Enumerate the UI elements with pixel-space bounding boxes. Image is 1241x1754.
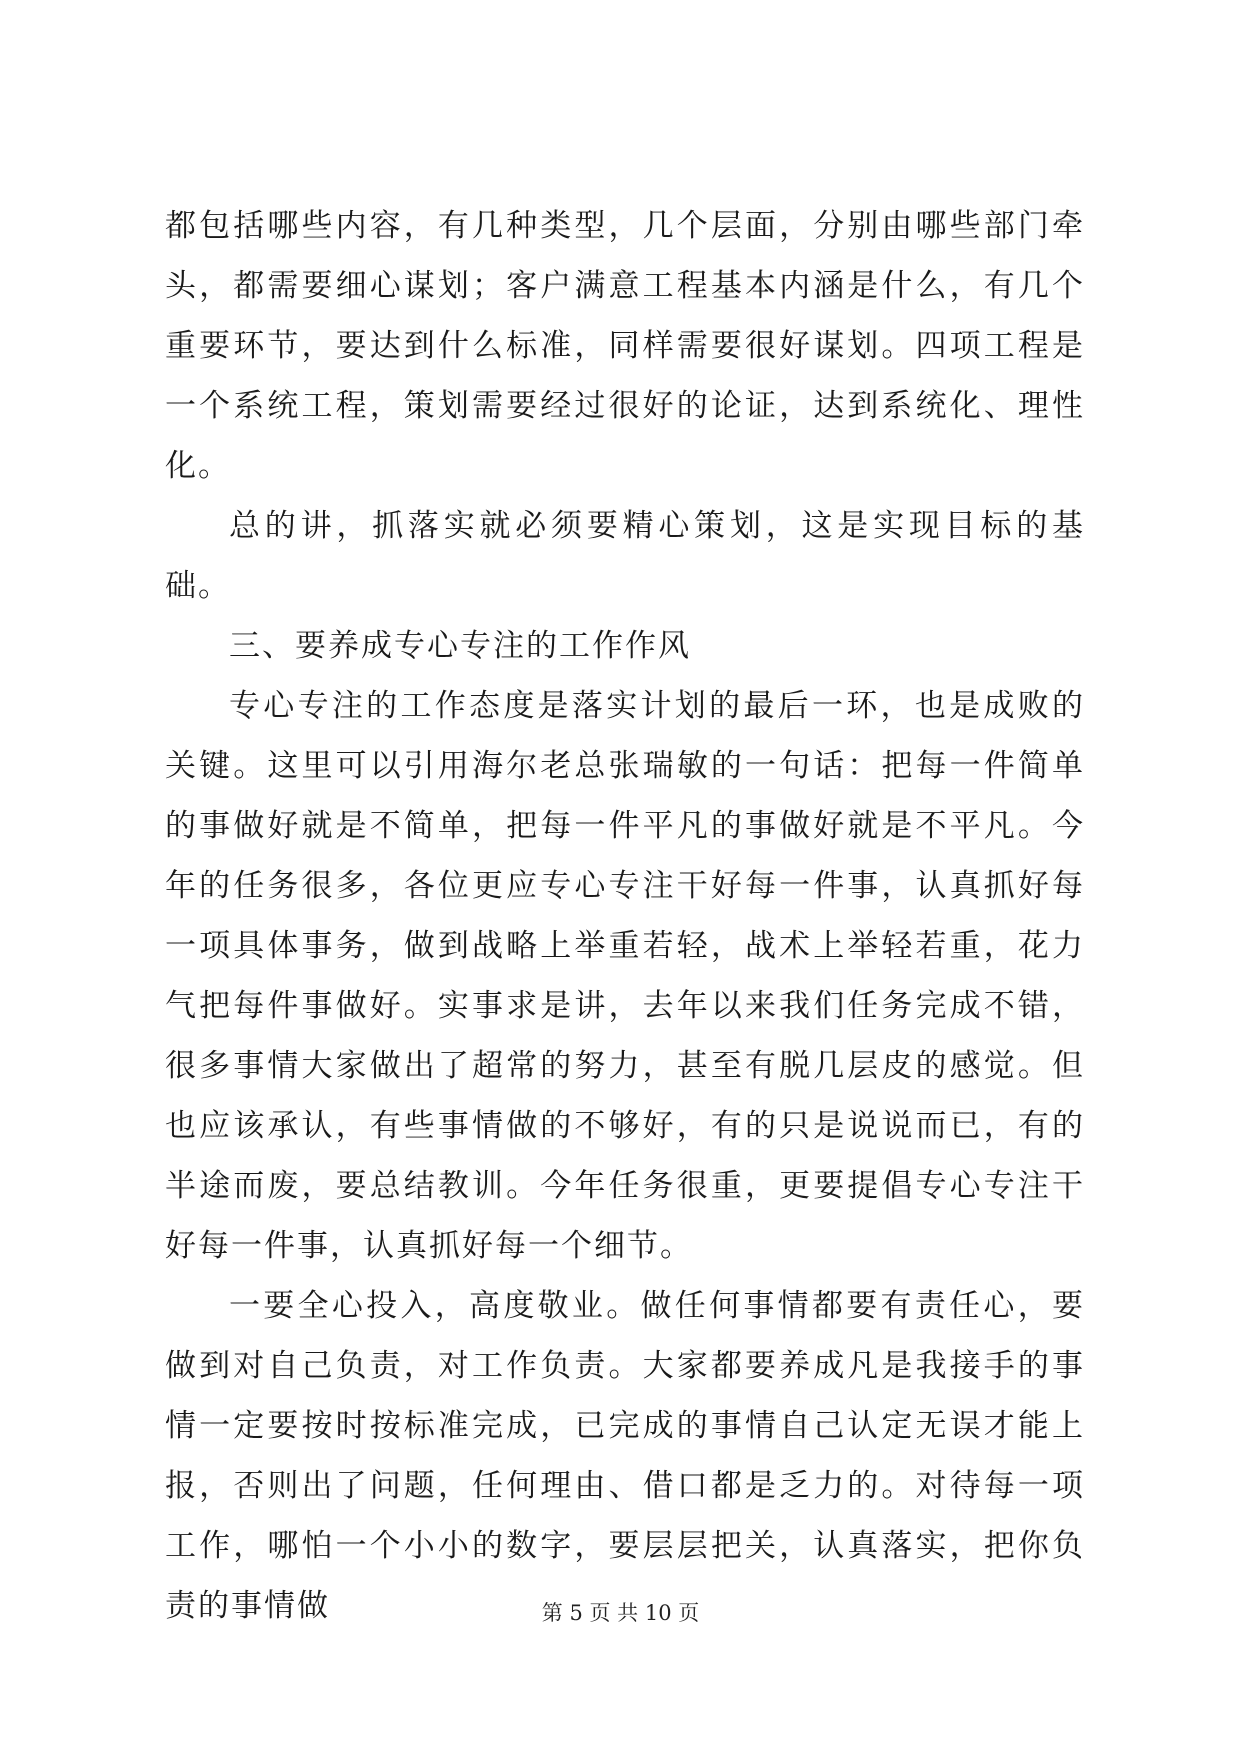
paragraph-4: 一要全心投入，高度敬业。做任何事情都要有责任心，要做到对自己负责，对工作负责。大家都要养成凡是我接手的事情一定要按时按标准完成，已完成的事情自己认定无误才能上报，否则出了问题，任何理由、借口都是乏力的。对待每一项工作，哪怕一个小小的数字，要层层把关，认真落实，把你负责的事情做	[165, 1288, 1085, 1624]
document-body	[165, 196, 1085, 1636]
paragraph-2: 总的讲，抓落实就必须要精心策划，这是实现目标的基础。	[165, 508, 1085, 604]
paragraph-3: 专心专注的工作态度是落实计划的最后一环，也是成败的关键。这里可以引用海尔老总张瑞敏的一句话：把每一件简单的事做好就是不简单，把每一件平凡的事做好就是不平凡。今年的任务很多，各位更应专心专注干好每一件事，认真抓好每一项具体事务，做到战略上举重若轻，战术上举轻若重，花力气把每件事做好。实事求是讲，去年以来我们任务完成不错，很多事情大家做出了超常的努力，甚至有脱几层皮的感觉。但也应该承认，有些事情做的不够好，有的只是说说而已，有的半途而废，要总结教训。今年任务很重，更要提倡专心专注干好每一件事，认真抓好每一个细节。	[165, 688, 1085, 1264]
page-number-footer: 第 5 页 共 10 页	[541, 1601, 700, 1625]
paragraph-1: 都包括哪些内容，有几种类型，几个层面，分别由哪些部门牵头，都需要细心谋划；客户满意工程基本内涵是什么，有几个重要环节，要达到什么标准，同样需要很好谋划。四项工程是一个系统工程，策划需要经过很好的论证，达到系统化、理性化。	[165, 208, 1085, 484]
section-heading: 三、要养成专心专注的工作作风	[229, 628, 691, 664]
